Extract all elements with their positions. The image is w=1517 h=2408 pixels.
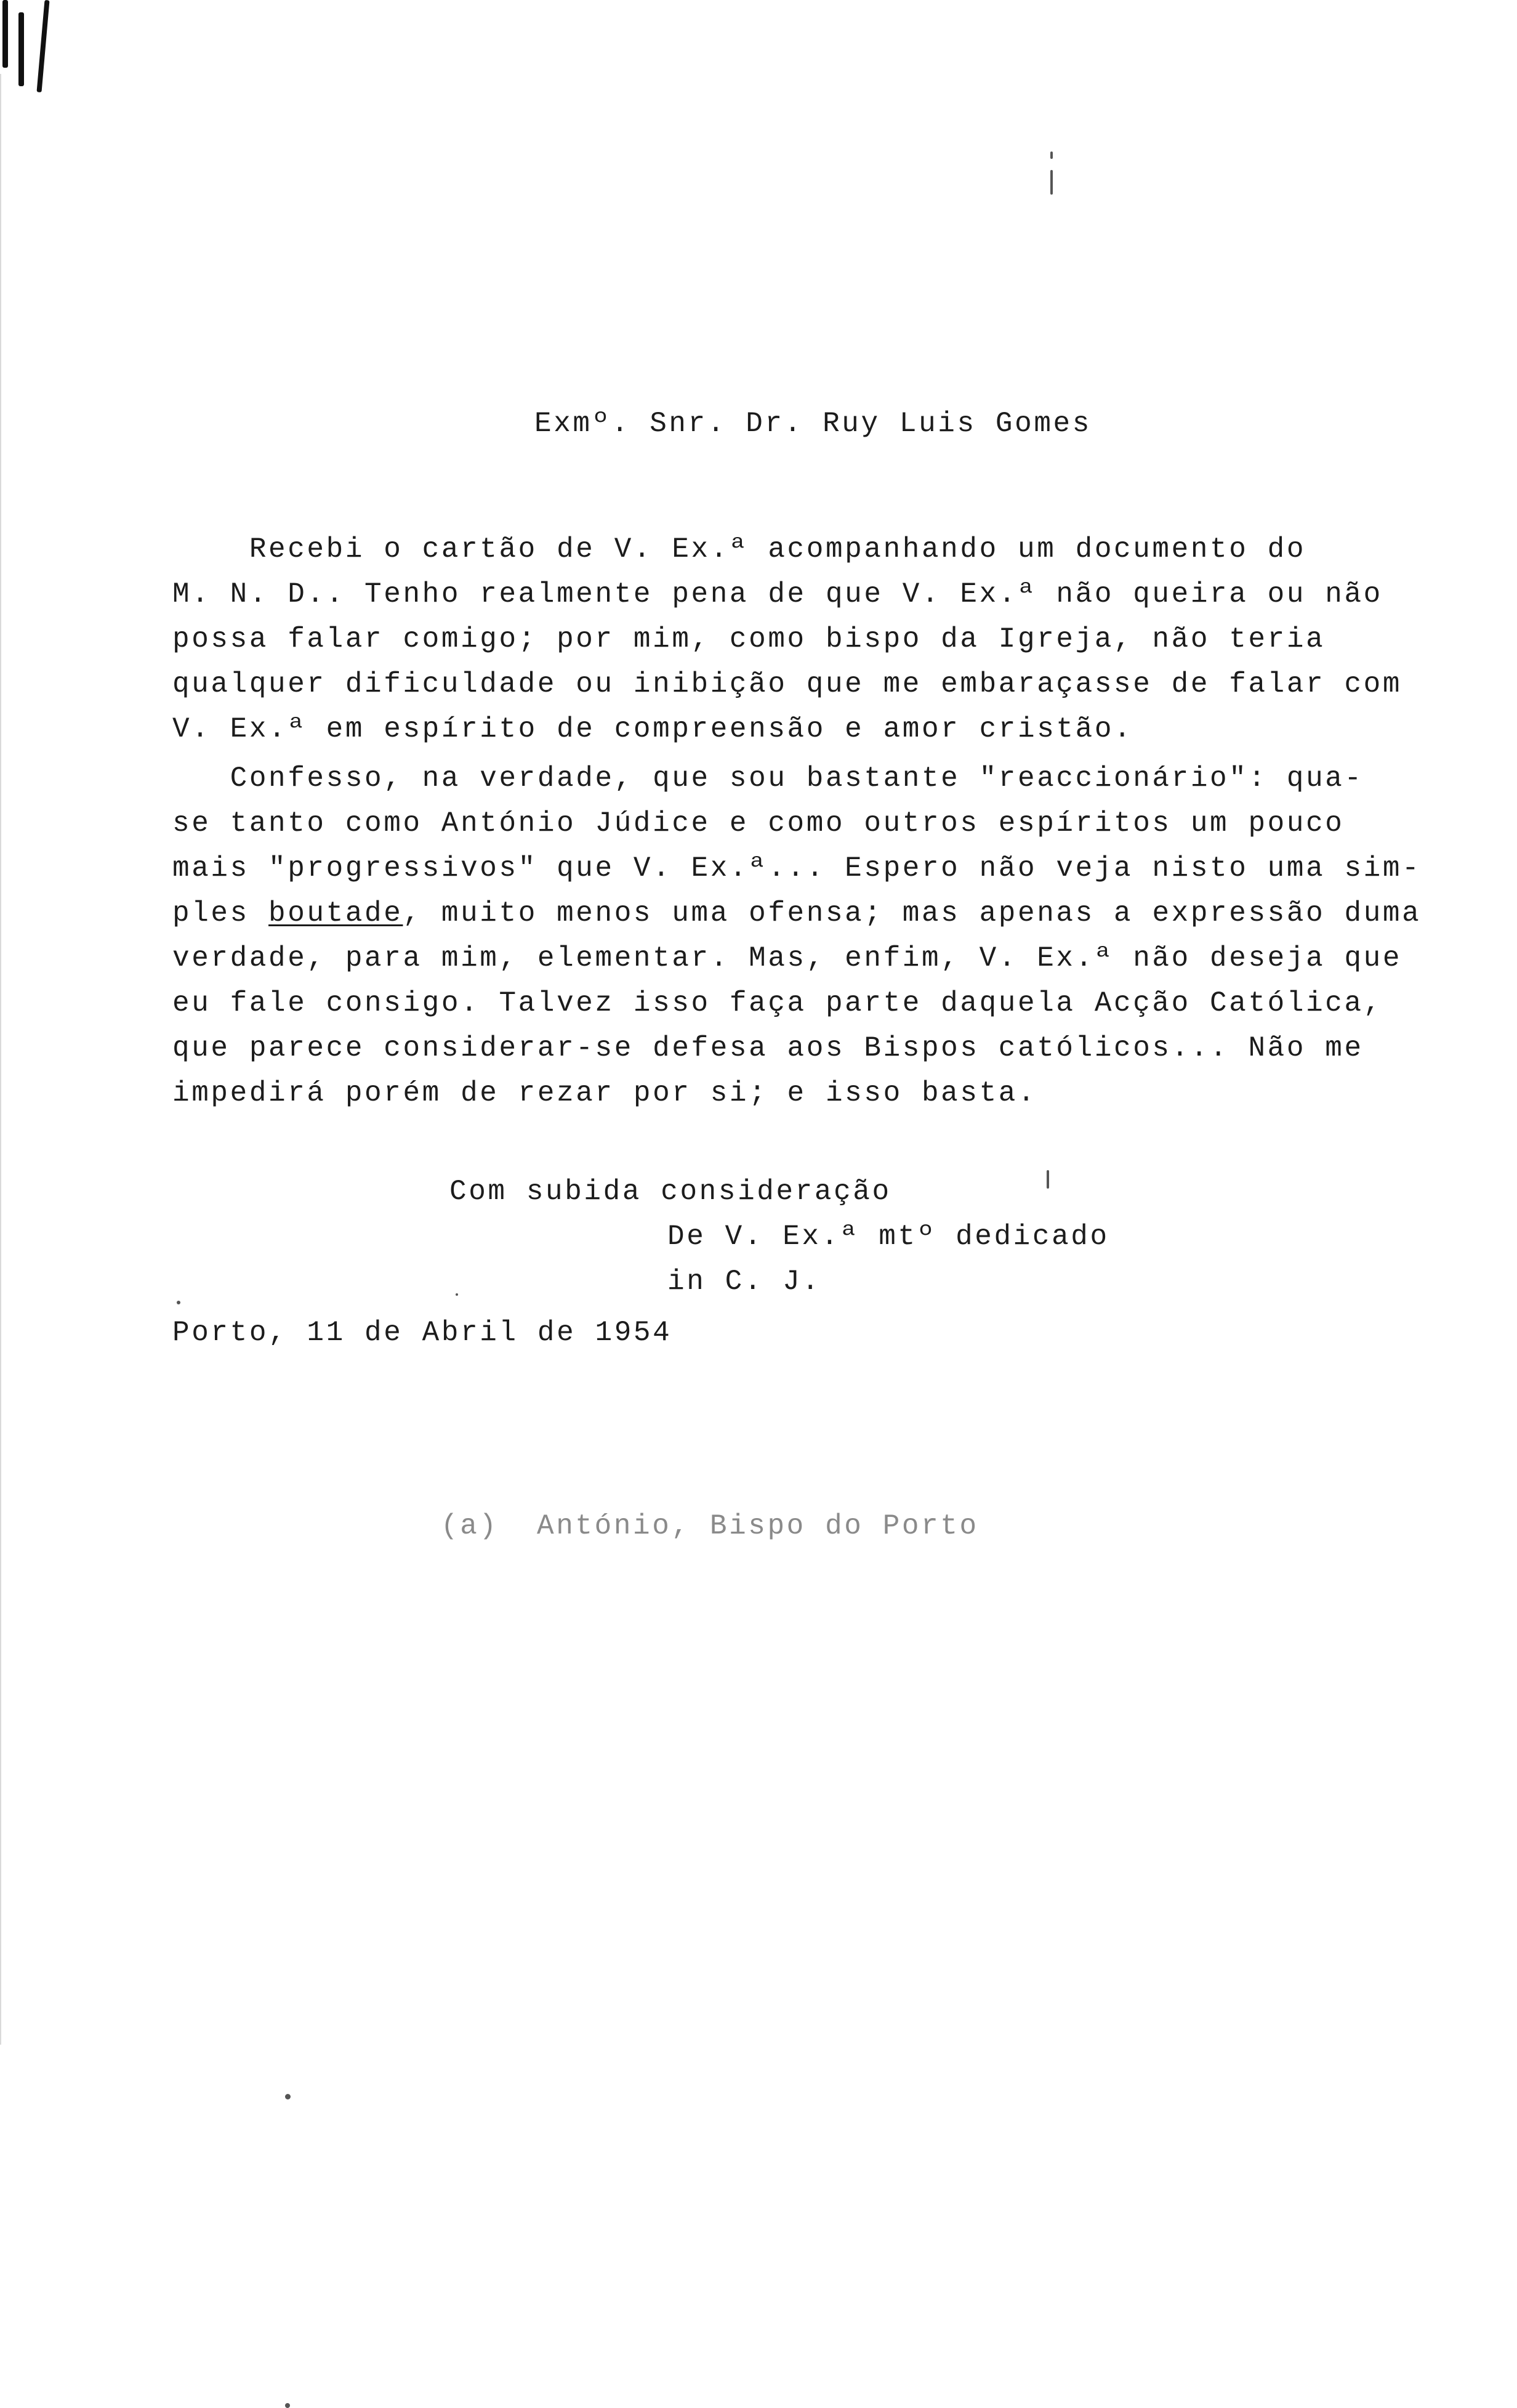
scan-speck	[1050, 170, 1053, 195]
text-line: que parece considerar-se defesa aos Bispos católicos... Não me	[172, 1032, 1364, 1064]
scan-speck	[177, 1301, 180, 1304]
text-line: possa falar comigo; por mim, como bispo da Igreja, não teria	[172, 623, 1326, 655]
text-line: qualquer dificuldade ou inibição que me embaraçasse de falar com	[172, 668, 1402, 700]
closing-line: De V. Ex.ª mtº dedicado	[667, 1221, 1109, 1253]
binding-mark	[36, 0, 49, 92]
closing-line: Com subida consideração	[449, 1176, 891, 1208]
text-line: eu fale consigo. Talvez isso faça parte daquela Acção Católica,	[172, 987, 1383, 1019]
signature: (a) António, Bispo do Porto	[441, 1510, 979, 1542]
text-line: verdade, para mim, elementar. Mas, enfim, V. Ex.ª não deseja que	[172, 942, 1402, 974]
scan-speck	[1050, 152, 1053, 159]
text-line: impedirá porém de rezar por si; e isso basta.	[172, 1077, 1037, 1109]
place-date: Porto, 11 de Abril de 1954	[172, 1317, 672, 1349]
binding-mark	[2, 0, 8, 68]
page-edge-line	[0, 74, 1, 2045]
text-line: M. N. D.. Tenho realmente pena de que V. Ex.ª não queira ou não	[172, 578, 1383, 610]
binding-mark	[18, 12, 24, 86]
text-line: Recebi o cartão de V. Ex.ª acompanhando um documento do	[172, 533, 1306, 565]
text-line: V. Ex.ª em espírito de compreensão e amor cristão.	[172, 713, 1133, 745]
scan-speck	[285, 2403, 290, 2408]
text-line: mais "progressivos" que V. Ex.ª... Espero não veja nisto uma sim-	[172, 852, 1422, 884]
salutation: Exmº. Snr. Dr. Ruy Luis Gomes	[534, 408, 1092, 440]
scan-speck	[285, 2094, 291, 2099]
text-line: Confesso, na verdade, que sou bastante "reaccionário": qua-	[172, 762, 1364, 794]
scan-speck	[1047, 1170, 1049, 1189]
text-segment: ples	[172, 897, 269, 929]
closing-line: in C. J.	[667, 1266, 821, 1298]
text-segment: , muito menos uma ofensa; mas apenas a expressão duma	[403, 897, 1422, 929]
underlined-word: boutade	[268, 897, 403, 929]
text-line	[172, 896, 1421, 931]
scan-speck	[456, 1293, 458, 1296]
text-line: se tanto como António Júdice e como outros espíritos um pouco	[172, 807, 1345, 839]
